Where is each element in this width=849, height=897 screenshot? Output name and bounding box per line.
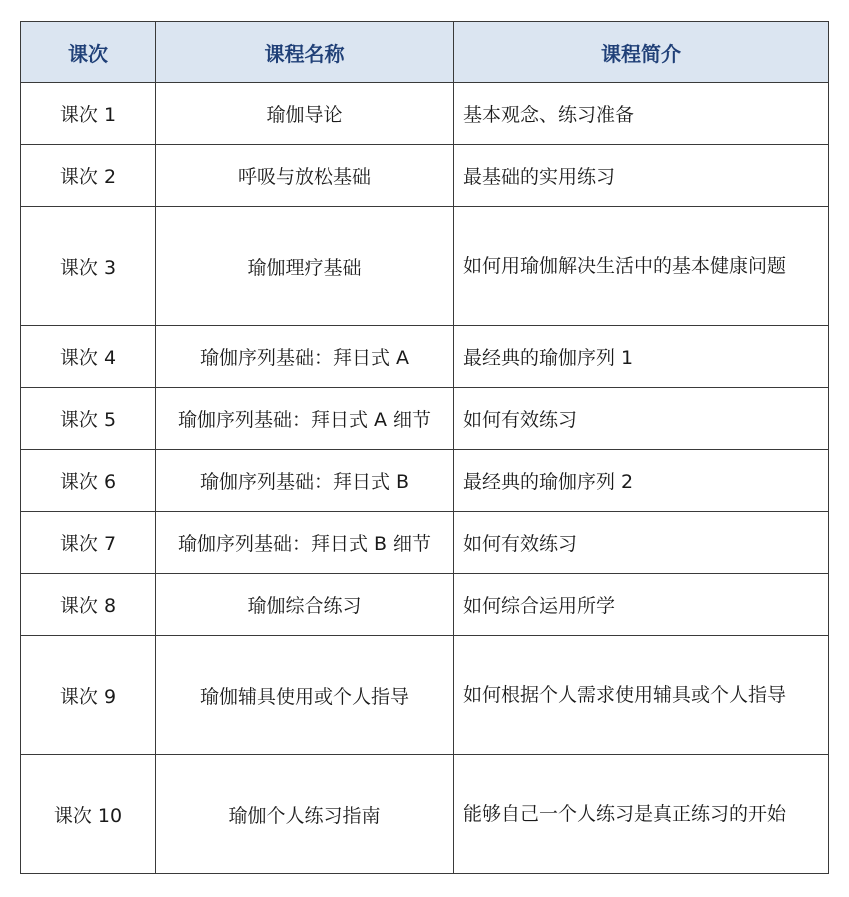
course-name-cell: 瑜伽序列基础：拜日式 B xyxy=(156,450,454,512)
course-name-cell: 瑜伽理疗基础 xyxy=(156,207,454,326)
table-row xyxy=(21,207,829,326)
course-description-cell: 最基础的实用练习 xyxy=(454,145,829,207)
course-name-cell: 瑜伽序列基础：拜日式 B 细节 xyxy=(156,512,454,574)
header-lesson: 课次 xyxy=(21,22,156,83)
table-row xyxy=(21,636,829,755)
course-description-cell: 如何有效练习 xyxy=(454,388,829,450)
course-description-cell: 如何根据个人需求使用辅具或个人指导 xyxy=(454,636,829,755)
course-name-cell: 瑜伽导论 xyxy=(156,83,454,145)
course-name-cell: 瑜伽辅具使用或个人指导 xyxy=(156,636,454,755)
table-row xyxy=(21,450,829,512)
course-name-cell: 瑜伽个人练习指南 xyxy=(156,755,454,874)
table-row xyxy=(21,388,829,450)
lesson-cell: 课次 4 xyxy=(21,326,156,388)
lesson-cell: 课次 7 xyxy=(21,512,156,574)
header-row xyxy=(21,22,829,83)
course-description-cell: 最经典的瑜伽序列 1 xyxy=(454,326,829,388)
table-row xyxy=(21,83,829,145)
course-name-cell: 瑜伽综合练习 xyxy=(156,574,454,636)
lesson-cell: 课次 2 xyxy=(21,145,156,207)
table-row xyxy=(21,512,829,574)
course-description-cell: 基本观念、练习准备 xyxy=(454,83,829,145)
course-name-cell: 瑜伽序列基础：拜日式 A xyxy=(156,326,454,388)
course-description-cell: 如何综合运用所学 xyxy=(454,574,829,636)
lesson-cell: 课次 10 xyxy=(21,755,156,874)
course-description-cell: 如何有效练习 xyxy=(454,512,829,574)
course-table xyxy=(20,21,829,874)
course-description-cell: 最经典的瑜伽序列 2 xyxy=(454,450,829,512)
course-description-cell: 能够自己一个人练习是真正练习的开始 xyxy=(454,755,829,874)
course-name-cell: 瑜伽序列基础：拜日式 A 细节 xyxy=(156,388,454,450)
lesson-cell: 课次 6 xyxy=(21,450,156,512)
table-body xyxy=(21,83,829,874)
table-row xyxy=(21,145,829,207)
course-name-cell: 呼吸与放松基础 xyxy=(156,145,454,207)
lesson-cell: 课次 9 xyxy=(21,636,156,755)
lesson-cell: 课次 3 xyxy=(21,207,156,326)
table-header xyxy=(21,22,829,83)
lesson-cell: 课次 5 xyxy=(21,388,156,450)
table-row xyxy=(21,755,829,874)
header-course-name: 课程名称 xyxy=(156,22,454,83)
lesson-cell: 课次 1 xyxy=(21,83,156,145)
table-row xyxy=(21,326,829,388)
header-course-description: 课程简介 xyxy=(454,22,829,83)
lesson-cell: 课次 8 xyxy=(21,574,156,636)
table-row xyxy=(21,574,829,636)
course-description-cell: 如何用瑜伽解决生活中的基本健康问题 xyxy=(454,207,829,326)
